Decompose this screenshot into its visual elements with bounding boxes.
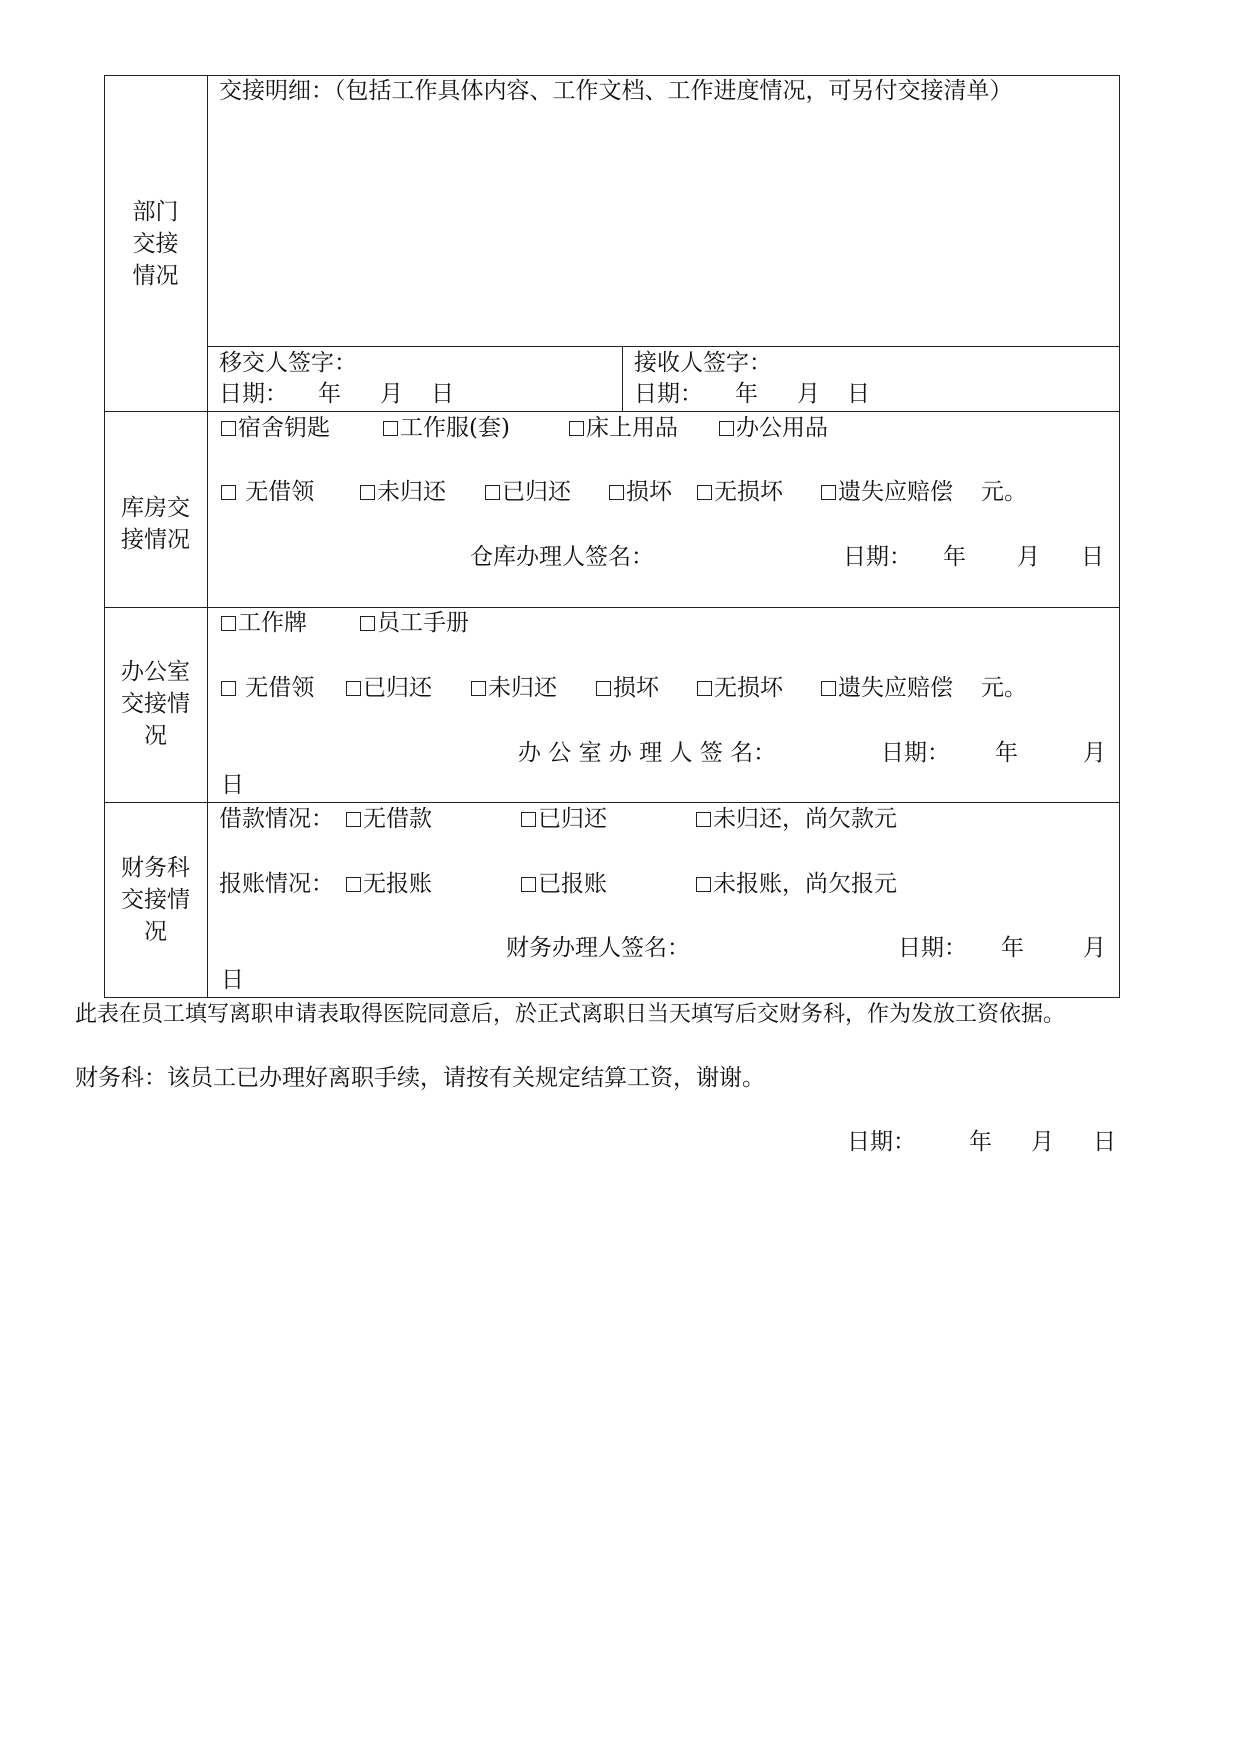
form-usage-note: 此表在员工填写离职申请表取得医院同意后，於正式离职日当天填写后交财务科，作为发放工资依据。: [75, 1002, 1066, 1027]
checkbox-label: 已归还: [538, 806, 607, 832]
warehouse-label-line: 接情况: [121, 527, 190, 553]
checkbox-label: 无借领: [238, 479, 315, 505]
receiver-day: 日: [847, 381, 870, 407]
checkbox-item[interactable]: [821, 481, 953, 504]
finance-label-line: 财务科: [121, 855, 190, 881]
loan-status-label: 借款情况：: [219, 806, 334, 832]
checkbox-item[interactable]: [383, 417, 510, 440]
checkbox[interactable]: [696, 812, 711, 827]
warehouse-year: 年: [943, 544, 966, 570]
checkbox[interactable]: [221, 421, 236, 436]
handover-date-label: 日期：: [219, 381, 288, 407]
receiver-year: 年: [735, 381, 758, 407]
office-signature[interactable]: 办 公 室 办 理 人 签 名：: [518, 740, 777, 766]
checkbox-label: 无借领: [238, 675, 315, 701]
checkbox[interactable]: [821, 681, 836, 696]
table-border-bottom: [104, 997, 1120, 998]
finance-label-line: 交接情: [121, 887, 190, 913]
reimbursement-status-label: 报账情况：: [219, 871, 334, 897]
checkbox-label: 无借款: [363, 806, 432, 832]
checkbox-label: 无损坏: [714, 675, 783, 701]
checkbox[interactable]: [697, 485, 712, 500]
receiver-date-label: 日期：: [634, 381, 703, 407]
checkbox-label: 未报账，尚欠报元: [713, 871, 897, 897]
checkbox[interactable]: [346, 681, 361, 696]
row-divider-warehouse: [104, 411, 1120, 412]
checkbox-item[interactable]: [596, 677, 659, 700]
checkbox[interactable]: [609, 485, 624, 500]
checkbox-label: 未归还: [377, 479, 446, 505]
checkbox-item[interactable]: [697, 481, 783, 504]
office-label-line: 交接情: [121, 691, 190, 717]
checkbox-item[interactable]: [609, 481, 672, 504]
checkbox[interactable]: [360, 485, 375, 500]
checkbox-label: 办公用品: [736, 415, 828, 441]
dept-label-line: 部门: [132, 199, 179, 225]
checkbox[interactable]: [521, 812, 536, 827]
receiver-month: 月: [797, 381, 820, 407]
warehouse-date-label: 日期：: [843, 544, 912, 570]
label-column-divider: [207, 75, 208, 997]
checkbox-item[interactable]: [221, 481, 314, 504]
checkbox-item[interactable]: [696, 808, 897, 831]
checkbox-label: 遗失应赔偿: [838, 479, 953, 505]
checkbox[interactable]: [821, 485, 836, 500]
office-label-line: 况: [144, 723, 167, 749]
checkbox-label: 床上用品: [586, 415, 678, 441]
footer-month: 月: [1031, 1129, 1054, 1155]
office-day: 日: [221, 772, 244, 798]
table-border-top: [104, 75, 1120, 76]
checkbox-label: 损坏: [613, 675, 659, 701]
signature-column-divider: [622, 346, 623, 411]
row-divider-finance: [104, 802, 1120, 803]
checkbox-label: 无报账: [363, 871, 432, 897]
checkbox[interactable]: [360, 616, 375, 631]
checkbox[interactable]: [221, 485, 236, 500]
checkbox[interactable]: [697, 681, 712, 696]
finance-label-line: 况: [144, 919, 167, 945]
checkbox[interactable]: [569, 421, 584, 436]
checkbox[interactable]: [346, 877, 361, 892]
compensation-yuan: 元。: [981, 675, 1027, 701]
checkbox-label: 工作牌: [238, 610, 307, 636]
checkbox[interactable]: [471, 681, 486, 696]
compensation-yuan: 元。: [981, 479, 1027, 505]
office-date-label: 日期：: [881, 740, 950, 766]
checkbox[interactable]: [521, 877, 536, 892]
handover-month: 月: [380, 381, 403, 407]
warehouse-signature[interactable]: 仓库办理人签名：: [470, 544, 654, 570]
office-section-label: [104, 656, 207, 752]
checkbox-label: 未归还，尚欠款元: [713, 806, 897, 832]
row-divider-office: [104, 607, 1120, 608]
footer-date-label: 日期：: [847, 1129, 916, 1155]
finance-month: 月: [1083, 935, 1106, 961]
checkbox-item[interactable]: [221, 417, 330, 440]
finance-settlement-note: 财务科：该员工已办理好离职手续，请按有关规定结算工资，谢谢。: [75, 1065, 765, 1091]
checkbox-label: 已归还: [502, 479, 571, 505]
finance-section-label: [104, 852, 207, 948]
checkbox[interactable]: [346, 812, 361, 827]
checkbox-item[interactable]: [521, 873, 607, 896]
checkbox-item[interactable]: [360, 612, 469, 635]
checkbox[interactable]: [696, 877, 711, 892]
handover-day: 日: [431, 381, 454, 407]
warehouse-month: 月: [1017, 544, 1040, 570]
footer-day: 日: [1093, 1129, 1116, 1155]
office-label-line: 办公室: [121, 659, 190, 685]
checkbox-item[interactable]: [221, 677, 314, 700]
dept-signature-divider: [207, 346, 1120, 347]
warehouse-label-line: 库房交: [121, 495, 190, 521]
footer-year: 年: [969, 1129, 992, 1155]
checkbox-label: 已报账: [538, 871, 607, 897]
office-year: 年: [995, 740, 1018, 766]
checkbox-label: 无损坏: [714, 479, 783, 505]
receiver-signature[interactable]: 接收人签字：: [634, 350, 772, 376]
checkbox-item[interactable]: [521, 808, 607, 831]
checkbox-item[interactable]: [346, 808, 432, 831]
finance-date-label: 日期：: [898, 935, 967, 961]
checkbox-label: 未归还: [488, 675, 557, 701]
checkbox-item[interactable]: [719, 417, 828, 440]
checkbox-item[interactable]: [697, 677, 783, 700]
warehouse-day: 日: [1081, 544, 1104, 570]
finance-year: 年: [1001, 935, 1024, 961]
checkbox-label: 已归还: [363, 675, 432, 701]
checkbox[interactable]: [485, 485, 500, 500]
checkbox[interactable]: [221, 616, 236, 631]
warehouse-section-label: [104, 492, 207, 556]
checkbox-label: 员工手册: [377, 610, 469, 636]
dept-label-line: 交接: [132, 231, 179, 257]
checkbox-item[interactable]: [485, 481, 571, 504]
checkbox-item[interactable]: [471, 677, 557, 700]
dept-label-line: 情况: [132, 263, 179, 289]
checkbox-item[interactable]: [696, 873, 897, 896]
checkbox-item[interactable]: [360, 481, 446, 504]
checkbox[interactable]: [719, 421, 734, 436]
handover-person-signature[interactable]: 移交人签字：: [219, 350, 357, 376]
checkbox-label: 宿舍钥匙: [238, 415, 330, 441]
handover-year: 年: [318, 381, 341, 407]
table-border-right: [1119, 75, 1120, 997]
checkbox-item[interactable]: [346, 677, 432, 700]
finance-signature[interactable]: 财务办理人签名：: [506, 935, 690, 961]
checkbox-item[interactable]: [221, 612, 307, 635]
checkbox-item[interactable]: [569, 417, 678, 440]
checkbox-label: 工作服(套): [400, 415, 510, 441]
handover-detail-label: 交接明细：（包括工作具体内容、工作文档、工作进度情况，可另付交接清单）: [219, 78, 1013, 104]
dept-section-label: [104, 196, 207, 292]
checkbox-label: 遗失应赔偿: [838, 675, 953, 701]
checkbox[interactable]: [221, 681, 236, 696]
office-month: 月: [1083, 740, 1106, 766]
checkbox[interactable]: [383, 421, 398, 436]
checkbox-item[interactable]: [346, 873, 432, 896]
checkbox-item[interactable]: [821, 677, 953, 700]
checkbox[interactable]: [596, 681, 611, 696]
checkbox-label: 损坏: [626, 479, 672, 505]
finance-day: 日: [221, 967, 244, 993]
